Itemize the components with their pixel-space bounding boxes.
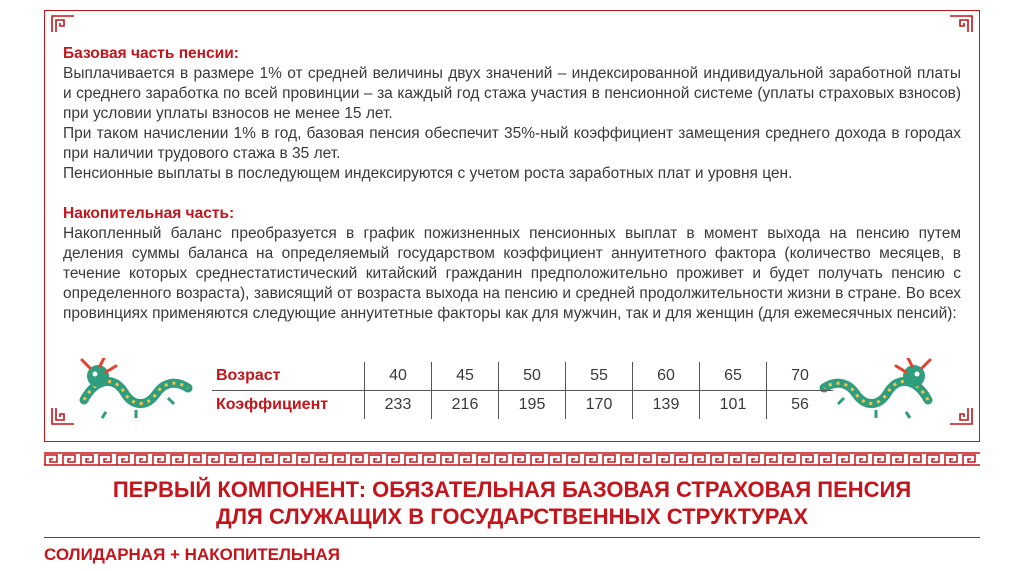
table-cell: 56	[767, 391, 834, 420]
table-row	[212, 391, 833, 420]
table-cell: 216	[432, 391, 499, 420]
table-cell: 50	[499, 362, 566, 391]
table-cell: 40	[365, 362, 432, 391]
page-title	[0, 476, 1024, 530]
basic-heading: Базовая часть пенсии:	[63, 45, 239, 62]
corner-ornament-icon	[948, 406, 974, 426]
table-cell: 60	[633, 362, 700, 391]
row-label: Коэффициент	[216, 396, 329, 413]
corner-ornament-icon	[50, 406, 76, 426]
greek-key-band	[44, 452, 980, 466]
corner-ornament-icon	[50, 14, 76, 34]
basic-paragraph: При таком начислении 1% в год, базовая пенсия обеспечит 35%-ный коэффициент замещения среднего дохода в городах при наличии трудового стажа в 35 лет.	[63, 125, 961, 162]
title-line: ДЛЯ СЛУЖАЩИХ В ГОСУДАРСТВЕННЫХ СТРУКТУРАХ	[215, 504, 809, 529]
table-row	[212, 362, 833, 391]
funded-heading: Накопительная часть:	[63, 205, 235, 222]
annuity-table	[212, 362, 833, 419]
table-cell: 170	[566, 391, 633, 420]
table-cell: 65	[700, 362, 767, 391]
table-cell: 195	[499, 391, 566, 420]
table-cell: 101	[700, 391, 767, 420]
row-label: Возраст	[212, 362, 365, 391]
text-block	[63, 44, 961, 324]
corner-ornament-icon	[948, 14, 974, 34]
subtitle: СОЛИДАРНАЯ + НАКОПИТЕЛЬНАЯ	[44, 545, 340, 564]
title-line: ПЕРВЫЙ КОМПОНЕНТ: ОБЯЗАТЕЛЬНАЯ БАЗОВАЯ СТРАХОВАЯ ПЕНСИЯ	[112, 477, 912, 502]
dragon-icon	[818, 358, 936, 425]
table-cell: 45	[432, 362, 499, 391]
dragon-icon	[76, 358, 194, 425]
table-cell: 233	[365, 391, 432, 420]
basic-paragraph: Выплачивается в размере 1% от средней величины двух значений – индексированной индивидуальной заработной платы и среднего заработка по всей провинции – за каждый год стажа участия в пенсионной системе (уплаты страховых взносов) при условии уплаты взносов не менее 15 лет.	[63, 65, 961, 122]
table-cell: 70	[767, 362, 834, 391]
table-cell: 139	[633, 391, 700, 420]
divider	[44, 537, 980, 538]
table-cell: 55	[566, 362, 633, 391]
funded-paragraph: Накопленный баланс преобразуется в график пожизненных пенсионных выплат в момент выхода на пенсию путем деления суммы баланса на определяемый государством коэффициент аннуитетного фактора (количество месяцев, в течение которых среднестатистический китайский гражданин предположительно проживет и будет получать пенсию с определенного возраста), зависящий от возраста выхода на пенсию и средней продолжительности жизни в стране. Во всех провинциях применяются следующие аннуитетные факторы как для мужчин, так и для женщин (для ежемесячных пенсий):	[63, 225, 961, 322]
basic-paragraph: Пенсионные выплаты в последующем индексируются с учетом роста заработных плат и уровня цен.	[63, 165, 793, 182]
